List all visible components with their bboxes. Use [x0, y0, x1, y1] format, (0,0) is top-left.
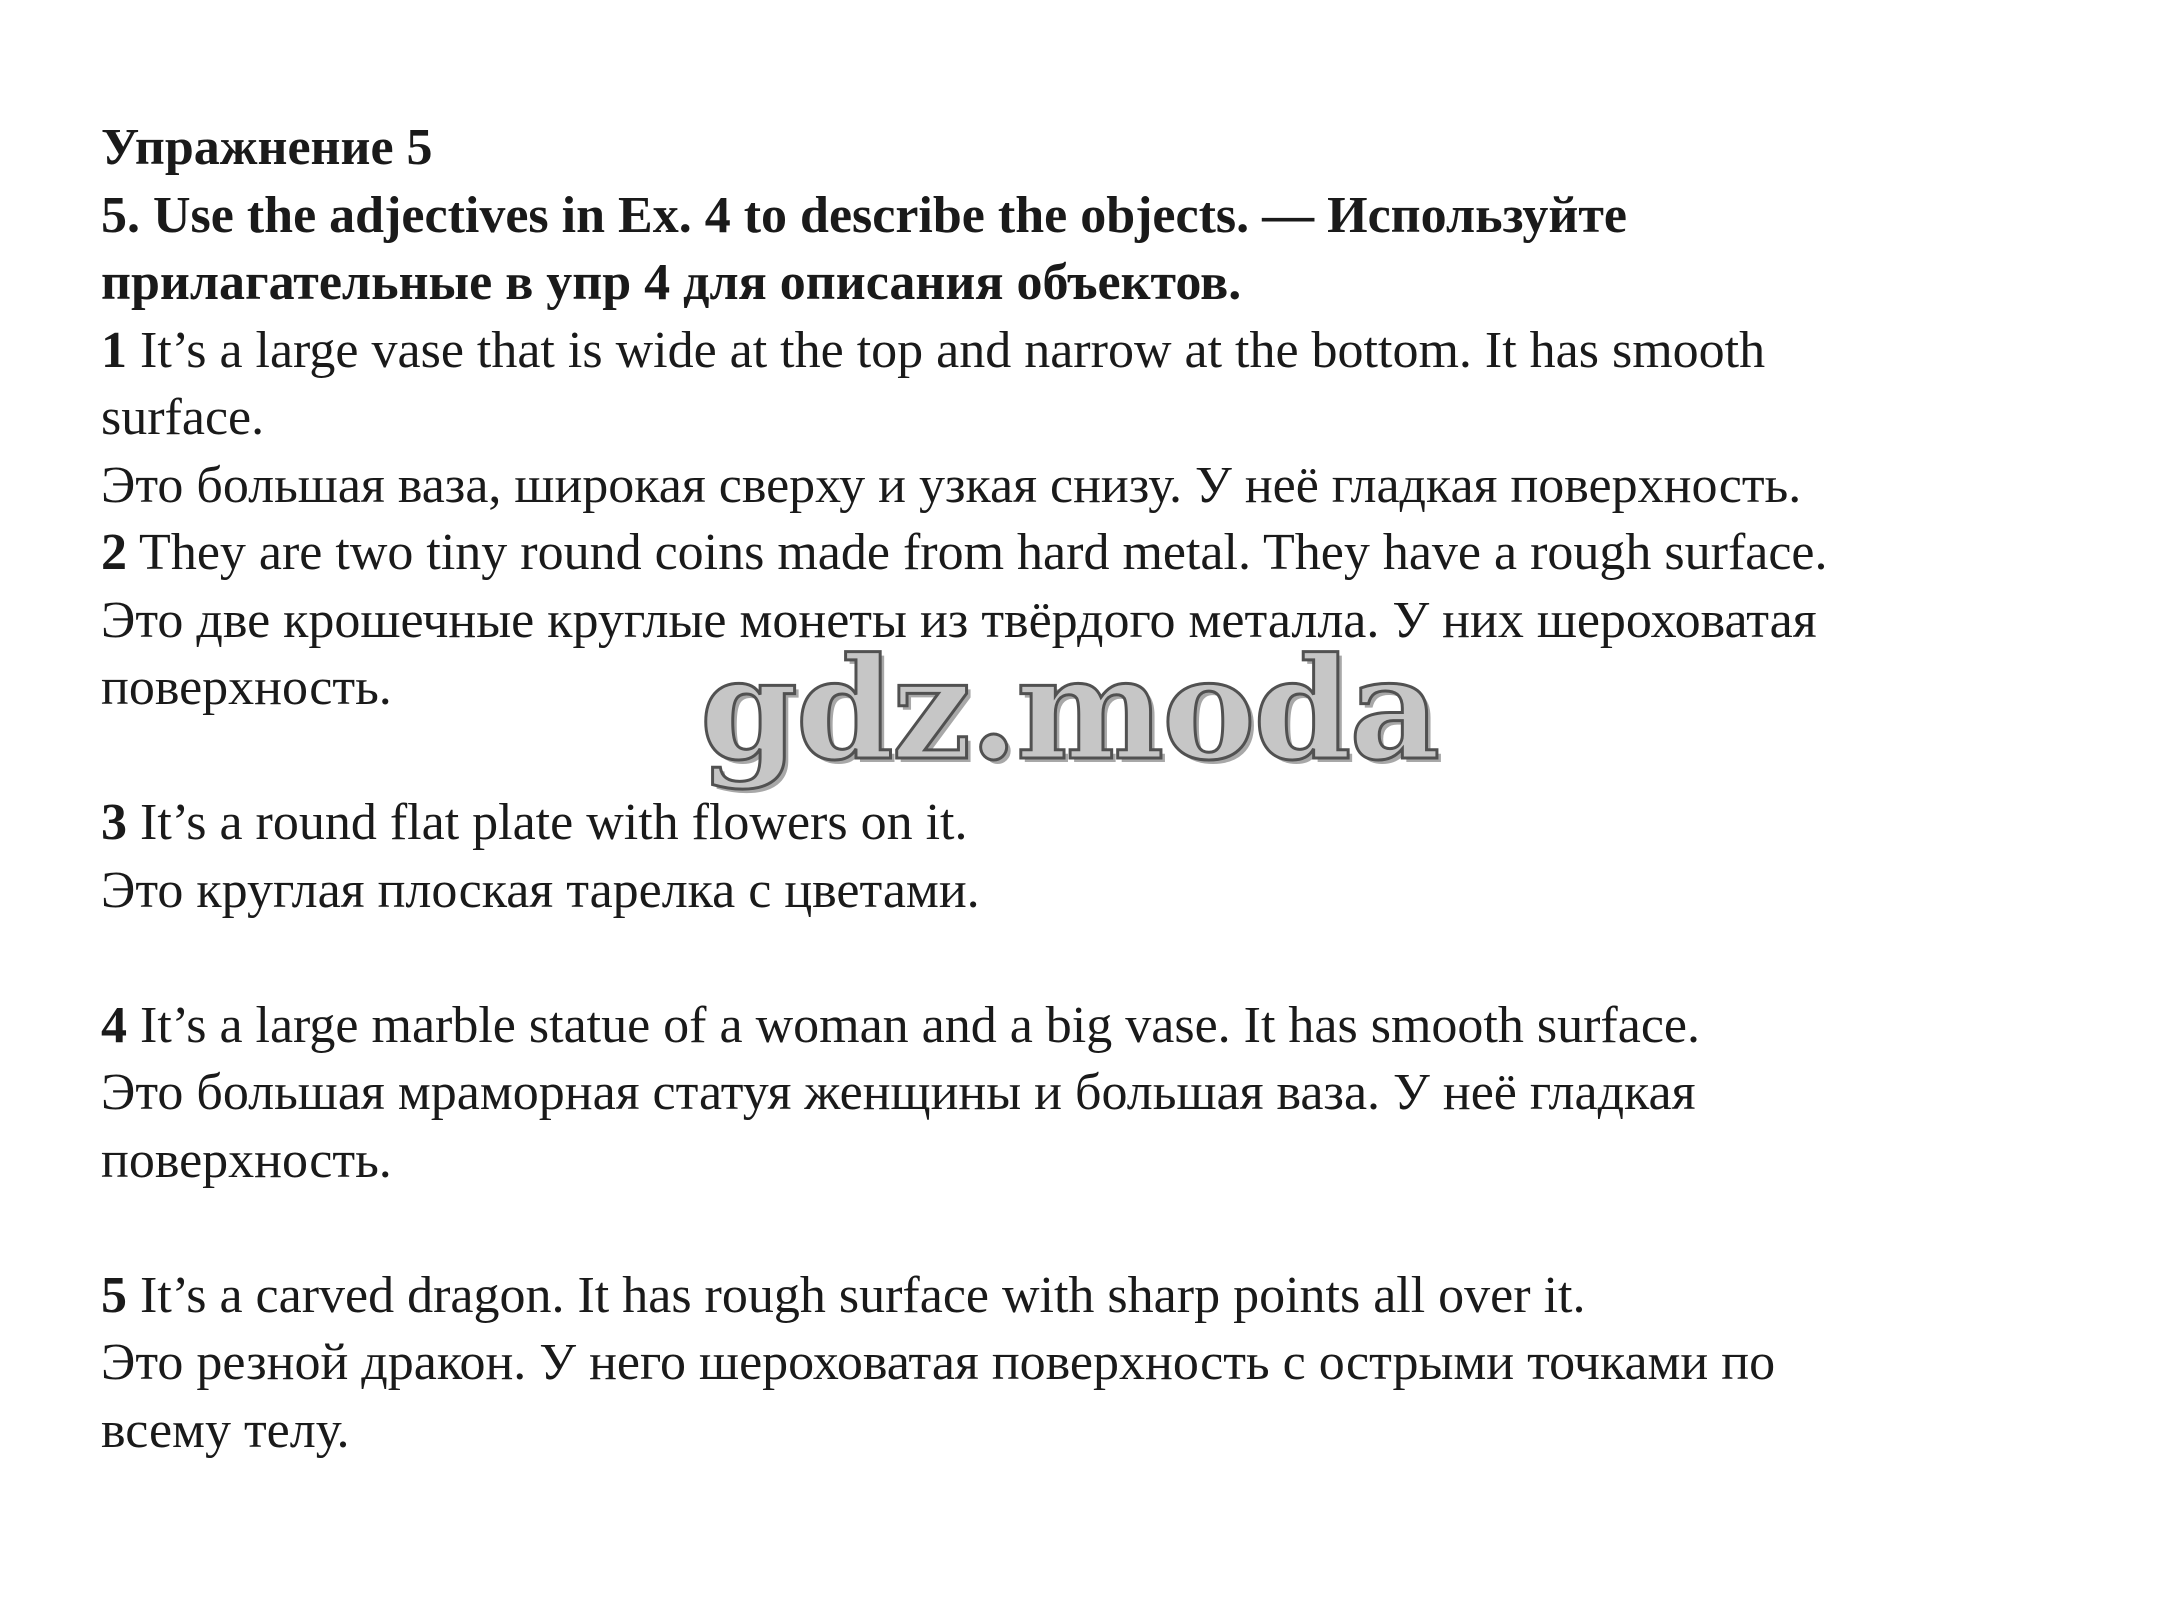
- item-3-number: 3: [101, 794, 127, 851]
- item-1-number: 1: [101, 321, 127, 379]
- item-2-number: 2: [101, 524, 127, 581]
- item-1-english-text: It’s a large vase that is wide at the top and narrow at the bottom. It has smooth: [127, 321, 1766, 379]
- item-2-english-line-1: [101, 519, 2101, 587]
- item-5-english-text: It’s a carved dragon. It has rough surface with sharp points all over it.: [127, 1266, 1586, 1324]
- item-1-english-line-1: [101, 317, 2101, 385]
- item-3-russian-line-1: Это круглая плоская тарелка с цветами.: [101, 861, 980, 919]
- item-5-english-line-1: [101, 1262, 2101, 1330]
- item-4-russian-line-2: поверхность.: [101, 1131, 392, 1189]
- item-5-russian-line-1: Это резной дракон. У него шероховатая поверхность с острыми точками по: [101, 1334, 1776, 1391]
- item-4-number: 4: [101, 996, 127, 1054]
- task-instruction-line-2: прилагательные в упр 4 для описания объектов.: [101, 254, 1242, 311]
- item-2-russian-line-2: поверхность.: [101, 659, 392, 716]
- item-3-english-text: It’s a round flat plate with flowers on it.: [127, 794, 968, 851]
- watermark-logo: gdz.moda: [700, 628, 1439, 792]
- item-5-russian-line-2: всему телу.: [101, 1401, 350, 1459]
- task-instruction-line-1: 5. Use the adjectives in Ex. 4 to describe the objects. — Используйте: [101, 186, 1628, 244]
- item-4-english-line-1: [101, 992, 2101, 1060]
- blank-line: [101, 924, 2101, 992]
- item-5-number: 5: [101, 1266, 127, 1324]
- item-4-english-text: It’s a large marble statue of a woman and a big vase. It has smooth surface.: [127, 996, 1700, 1054]
- item-3-english-line-1: [101, 789, 2101, 857]
- item-4-russian-line-1: Это большая мраморная статуя женщины и большая ваза. У неё гладкая: [101, 1064, 1696, 1121]
- blank-line: [101, 1194, 2101, 1262]
- exercise-title: Упражнение 5: [101, 119, 433, 176]
- item-2-english-text: They are two tiny round coins made from hard metal. They have a rough surface.: [127, 524, 1828, 581]
- item-1-russian-line-1: Это большая ваза, широкая сверху и узкая снизу. У неё гладкая поверхность.: [101, 456, 1802, 514]
- item-2-russian-line-1: Это две крошечные круглые монеты из твёрдого металла. У них шероховатая: [101, 591, 1817, 649]
- item-1-english-line-2: surface.: [101, 389, 265, 446]
